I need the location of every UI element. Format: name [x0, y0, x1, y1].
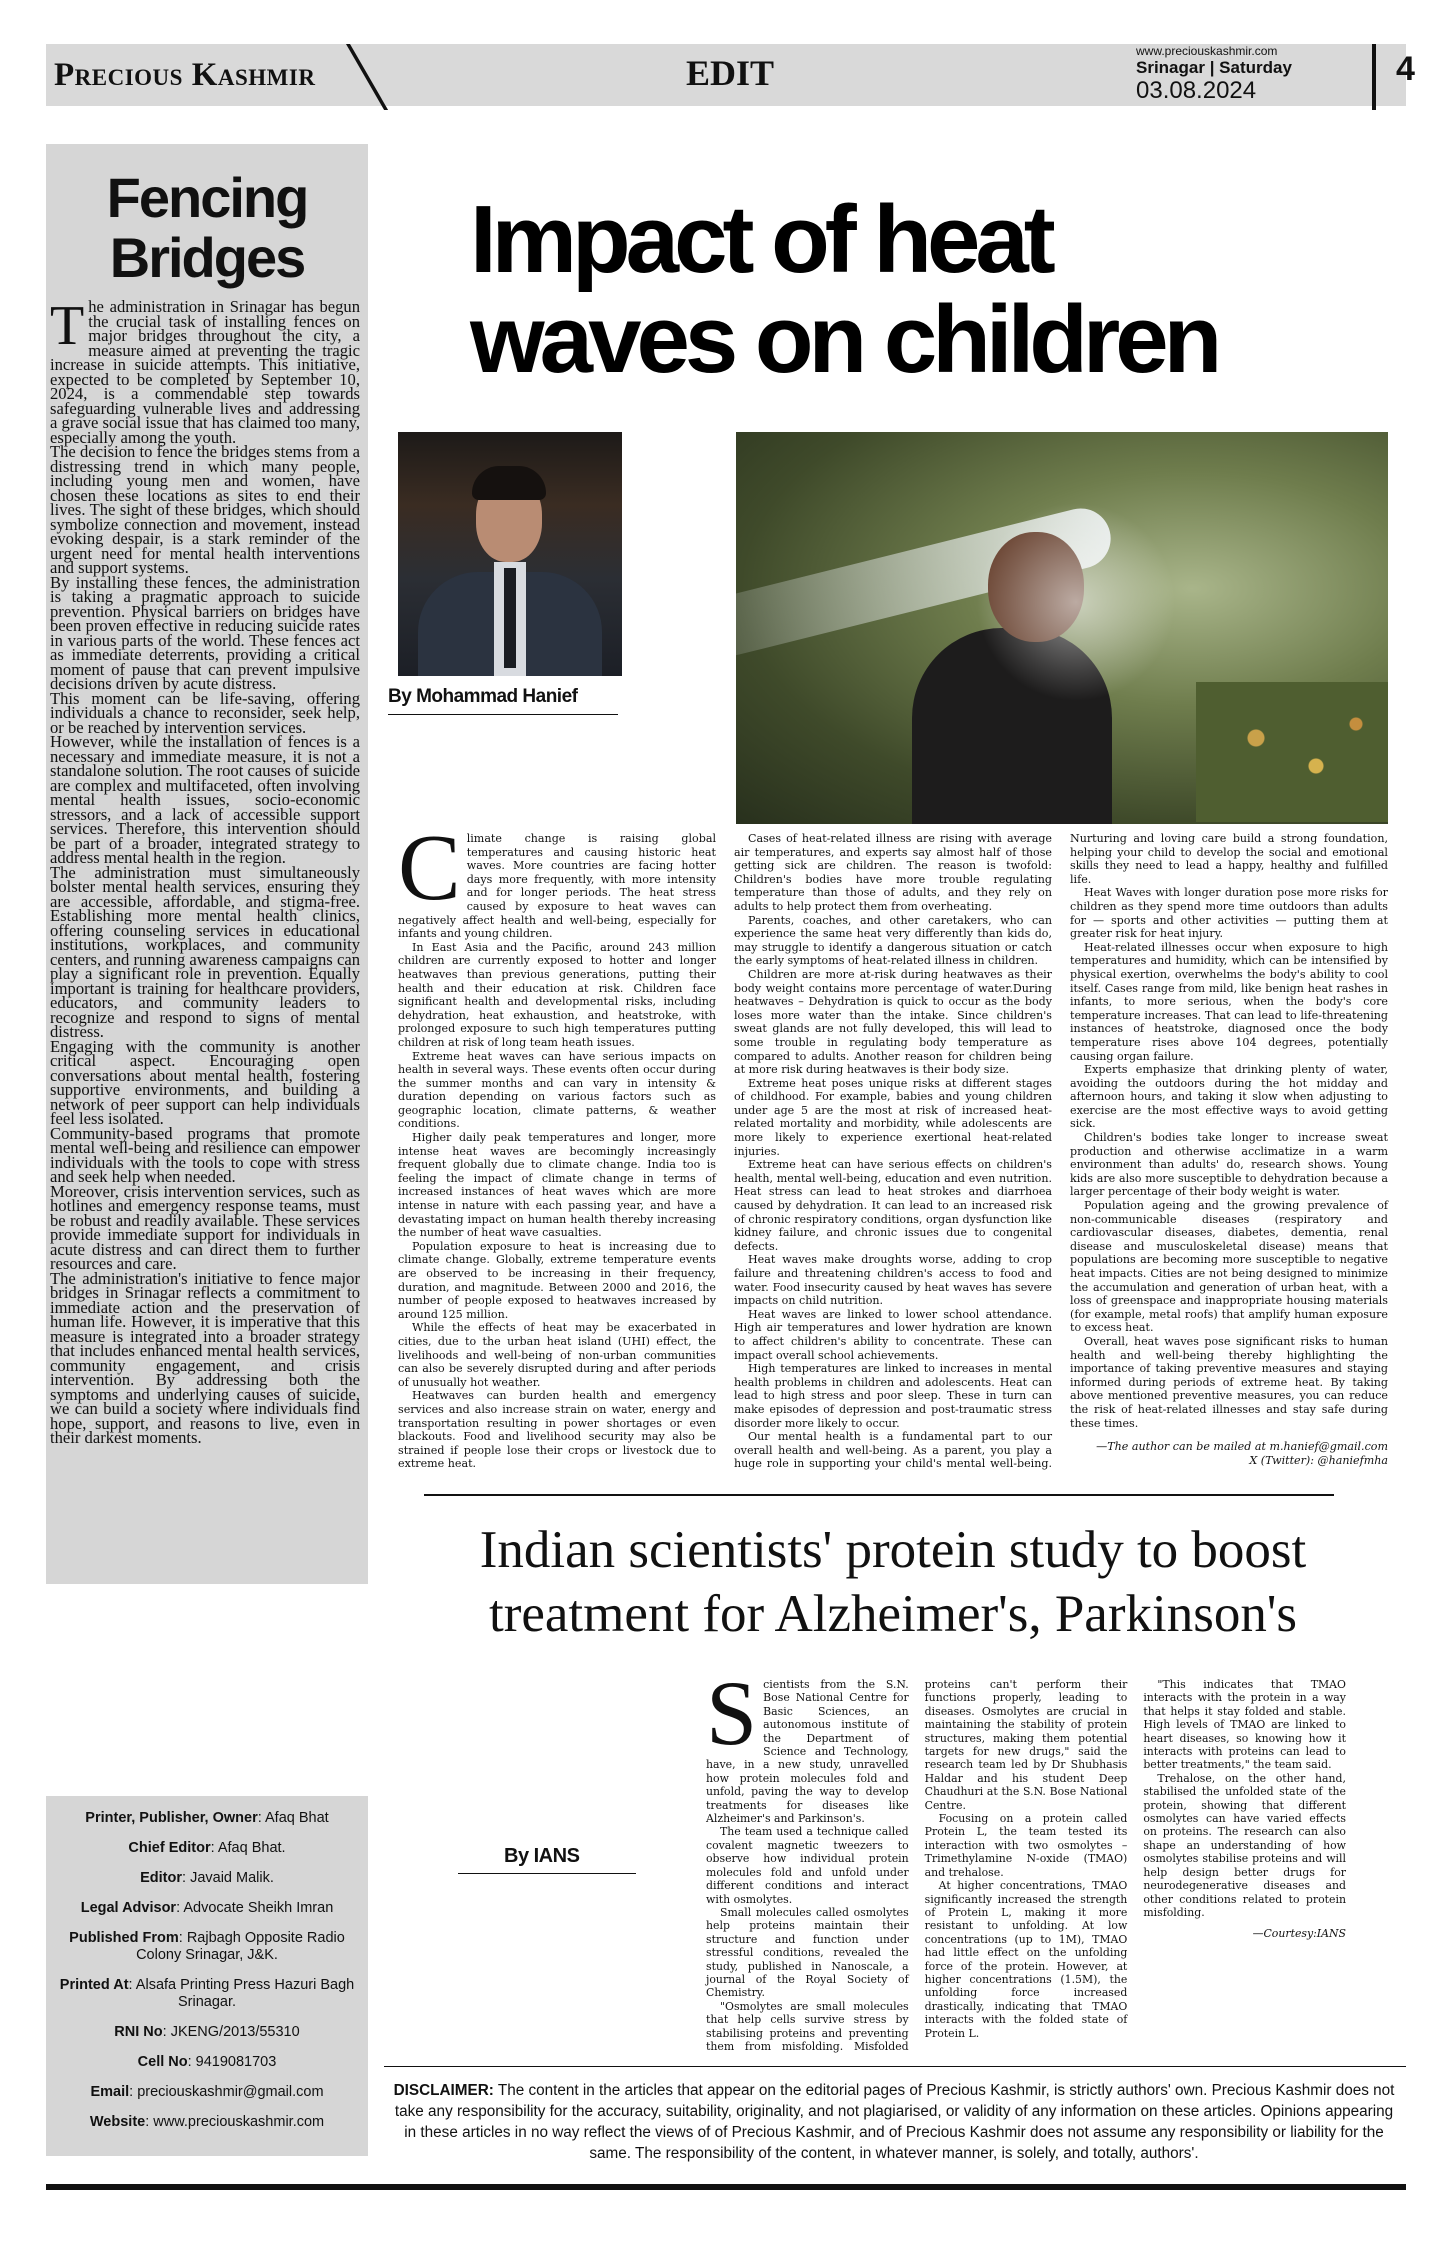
publication-meta — [1136, 44, 1292, 104]
paragraph: Heat waves make droughts worse, adding to crop failure and threatening children's access to food and water. Food insecurity caused by heat waves has severe impacts on child nutrition. — [734, 1253, 1052, 1308]
article-dropcap: C — [398, 816, 461, 920]
imprint-value: www.preciouskashmir.com — [153, 2114, 325, 2130]
article-body — [398, 816, 1388, 1472]
imprint-value: Rajbagh Opposite Radio Colony Srinagar, J&K. — [136, 1930, 345, 1963]
paragraph: Extreme heat poses unique risks at different stages of childhood. For example, babies and young children under age 5 are the most at risk of increased heat-related mortality and morbidity, while adolescents are more likely to experience exertional heat-related injuries. — [734, 1076, 1052, 1158]
paragraph: The administration must simultaneously bolster mental health services, ensuring they are accessible, affordable, and stigma-free. Establishing more mental health clinics, offering counseling services in educational institutions, workplaces, and community centers, and running awareness campaigns can play a significant role in prevention. Equally important is training for healthcare providers, educators, and community leaders to recognize and respond to signs of mental distress. — [50, 862, 360, 1041]
imprint-label: Printer, Publisher, Owner — [85, 1810, 258, 1826]
disclaimer-text: The content in the articles that appear on the editorial pages of Precious Kashmir, is strictly authors' own. Precious Kashmir does not take any responsibility for the accuracy, suitability, originality, and not plagiarised, or validity of any information on these articles. Opinions appearing in these articles in no way reflect the views of of Precious Kashmir, and of Precious Kashmir does not assume any responsibility or liability for the same. The responsibility of the content, in whatever manner, is solely, and totally, authors'. — [394, 2082, 1395, 2162]
paragraph: Moreover, crisis intervention services, such as hotlines and emergency response teams, must be robust and readily available. These services provide immediate support for individuals in acute distress and can direct them to further resources and care. — [50, 1181, 360, 1273]
site-url: www.preciouskashmir.com — [1136, 44, 1278, 58]
editorial-sidebar — [46, 144, 368, 1584]
author-photo — [398, 432, 622, 676]
paragraph: Small molecules called osmolytes help proteins maintain their structure and function under stressful conditions, revealed the study, published in Nanoscale, a journal of the Royal Society of Chemistry. — [706, 1905, 909, 2000]
headline-line2: waves on children — [470, 286, 1218, 393]
imprint-row: Printed At: Alsafa Printing Press Hazuri Bagh Srinagar. — [59, 1977, 355, 2010]
imprint-value: 9419081703 — [195, 2054, 277, 2070]
paragraph: Higher daily peak temperatures and longer, more intense heat waves are becomingly increasingly frequent globally due to climate change. India too is feeling the impact of climate change in terms of increased instances of heat waves which are more intense in nature with each passing year, and have a devastating impact on human health thereby increasing the number of heat wave casualties. — [398, 1131, 716, 1240]
imprint-label: Printed At — [59, 1977, 129, 1993]
editorial-body — [50, 295, 360, 1447]
masthead-divider — [346, 44, 388, 110]
paragraph: High temperatures are linked to increases in mental health problems in children and adolescents. Heat can lead to high stress and poor sleep. These in turn can make episodes of depression and post-traumatic stress disorder more likely to occur. — [734, 1362, 1052, 1430]
paragraph: Parents, coaches, and other caretakers, who can experience the same heat very differently than kids do, may struggle to identify a dangerous situation or catch the early symptoms of heat-related illness in children. — [734, 913, 1052, 968]
paragraph: This moment can be life-saving, offering individuals a chance to reconsider, seek help, or be reached by intervention services. — [50, 688, 360, 737]
paragraph: Heat waves are linked to lower school attendance. High air temperatures and lower hydration are known to affect children's ability to concentrate. These can impact overall school achievements. — [734, 1307, 1052, 1362]
imprint-label: Editor — [140, 1870, 182, 1886]
editorial-title-line2: Bridges — [109, 226, 305, 289]
second-byline-rule — [458, 1873, 636, 1874]
imprint-value: Alsafa Printing Press Hazuri Bagh Srinagar. — [135, 1977, 355, 2010]
paragraph: Children are more at-risk during heatwaves as their body weight contains more percentage of water.During heatwaves – Dehydration is quick to occur as the body loses more water than the intake. Since children's sweat glands are not fully developed, this will lead to some trouble in regulating body temperature as compared to adults. Another reason for children being at more risk during heatwaves is their body size. — [734, 967, 1052, 1077]
imprint-value: Advocate Sheikh Imran — [183, 1900, 334, 1916]
paragraph: "Osmolytes are small molecules that help cells survive stress by stabilising proteins and preventing them from misfolding. Misfolded proteins can't perform their functions properly, leading to diseases. Osmolytes are crucial in maintaining the stability of protein structures, making them potential targets for new drugs," said the research team led by Dr Shubhasis Haldar and his student Deep Chaudhuri at the S.N. Bose National Centre. — [706, 1678, 1128, 2053]
imprint-row: Website: www.preciouskashmir.com — [89, 2114, 325, 2130]
imprint-label: Cell No — [137, 2054, 188, 2070]
second-article-body — [706, 1662, 1346, 2058]
paragraph: Overall, heat waves pose significant risks to human health and well-being thereby highlighting the importance of taking preventive measures and staying informed during periods of extreme heat. By taking above mentioned preventive measures, you can reduce the risk of heat-related illnesses and stay safe during these times. — [1070, 1334, 1388, 1430]
headline-line1: Impact of heat — [470, 186, 1051, 293]
paragraph: Population exposure to heat is increasing due to climate change. Globally, extreme temperature events are observed to be increasing in their frequency, duration, and magnitude. Between 2000 and 2016, the number of people exposed to heatwaves increased by around 125 million. — [398, 1239, 716, 1321]
issue-date: 03.08.2024 — [1136, 77, 1257, 104]
paragraph: Community-based programs that promote mental well-being and resilience can empower individuals with the tools to cope with stress and seek help when needed. — [50, 1123, 360, 1186]
second-headline-line1: Indian scientists' protein study to boost — [479, 1521, 1307, 1579]
imprint-row: Cell No: 9419081703 — [137, 2054, 277, 2070]
courtesy-note: —Courtesy:IANS — [1252, 1927, 1346, 1941]
article-headline — [470, 186, 1370, 393]
paragraph: Engaging with the community is another critical aspect. Encouraging open conversations about mental health, fostering supportive environments, and building a network of peer support can help individuals feel less isolated. — [50, 1036, 360, 1128]
author-signoff — [1070, 1440, 1388, 1467]
imprint-box — [46, 1796, 368, 2156]
paragraph: The team used a technique called covalent magnetic tweezers to observe how individual protein molecules fold and unfold under different conditions and interact with osmolytes. — [706, 1825, 909, 1906]
paragraph: Heat-related illnesses occur when exposure to high temperatures and humidity, which can be intensified by physical exertion, overwhelms the body's ability to cool itself. Cases range from mild, like benign heat rashes in infants, to more serious, when the body's core temperature increases. That can lead to life-threatening instances of heatstroke, diagnosed once the body temperature rises above 104 degrees, potentially causing organ failure. — [1070, 940, 1388, 1063]
paragraph: By installing these fences, the administration is taking a pragmatic approach to suicide prevention. Physical barriers on bridges have been proven effective in reducing suicide rates in various parts of the world. These fences act as immediate deterrents, providing a critical moment of pause that can prevent impulsive decisions driven by acute distress. — [50, 572, 360, 693]
disclaimer — [392, 2080, 1396, 2164]
paragraph: Heat Waves with longer duration pose more risks for children as they spend more time outdoors than adults for — sports and other activities — putting them at greater risk for heat injury. — [1070, 886, 1388, 941]
page-number-divider — [1372, 44, 1376, 110]
imprint-value: preciouskashmir@gmail.com — [137, 2084, 324, 2100]
second-headline-line2: treatment for Alzheimer's, Parkinson's — [488, 1585, 1298, 1643]
section-divider — [424, 1494, 1334, 1496]
imprint-label: Email — [90, 2084, 130, 2100]
editorial-title — [46, 168, 368, 288]
imprint-row: Printer, Publisher, Owner: Afaq Bhat — [85, 1810, 329, 1826]
article-photo — [736, 432, 1388, 824]
paragraph: At higher concentrations, TMAO significantly increased the strength of Protein L, making it more resistant to unfolding. At low concentrations (up to 1M), TMAO had little effect on the unfolding force of the protein. However, at higher concentrations (1.5M), the unfolding force increased drastically, indicating that TMAO interacts with the folded state of Protein L. — [924, 1879, 1128, 2040]
paragraph: Extreme heat can have serious effects on children's health, mental well-being, education and even nutrition. Heat stress can lead to heat strokes and diarrhoea caused by dehydration. It can lead to an increased risk of chronic respiratory conditions, organ dysfunction like kidney failure, and chronic issues due to congenital defects. — [734, 1158, 1052, 1253]
paragraph: The administration's initiative to fence major bridges in Srinagar reflects a commitment to immediate action and the preservation of human life. However, it is imperative that this measure is integrated into a broader strategy that includes enhanced mental health services, community engagement, and crisis intervention. By addressing both the symptoms and underlying causes of suicide, we can build a society where individuals find hope, support, and reasons to live, even in their darkest moments. — [50, 1268, 360, 1447]
paragraph: Focusing on a protein called Protein L, the team tested its interaction with two osmolytes – Trimethylamine N-oxide (TMAO) and trehalose. — [924, 1812, 1128, 1879]
imprint-row: Editor: Javaid Malik. — [140, 1870, 274, 1886]
disclaimer-label: DISCLAIMER: — [393, 2082, 494, 2099]
editorial-title-line1: Fencing — [106, 166, 308, 229]
second-article-byline: By IANS — [504, 1845, 580, 1867]
imprint-value: Javaid Malik. — [190, 1870, 274, 1886]
second-article-headline — [398, 1518, 1388, 1646]
paragraph: Trehalose, on the other hand, stabilised the unfolded state of the protein, showing that different osmolytes can have varied effects on proteins. The research can also shape an understanding of how osmolytes stabilise proteins and will help design better drugs for neurodegenerative diseases and other conditions related to protein misfolding. — [1143, 1771, 1346, 1919]
article-byline: By Mohammad Hanief — [388, 686, 578, 707]
paragraph: Extreme heat waves can have serious impacts on health in several ways. These events often occur during the summer months and can vary in intensity & duration depending on various factors such as geographic location, climate patterns, & weather conditions. — [398, 1049, 716, 1131]
paragraph: Heatwaves can burden health and emergency services and also increase strain on water, energy and transportation resulting in power shortages or even blackouts. Food and livelihood security may also be strained if people lose their crops or livestock due to extreme heat. — [398, 1389, 716, 1471]
author-email-line: —The author can be mailed at m.hanief@gmail.com — [1096, 1440, 1388, 1454]
imprint-value: Afaq Bhat — [265, 1810, 329, 1826]
imprint-row: Chief Editor: Afaq Bhat. — [128, 1840, 286, 1856]
city-day: Srinagar | Saturday — [1136, 58, 1292, 77]
imprint-label: Published From — [69, 1930, 179, 1946]
paragraph: The decision to fence the bridges stems from a distressing trend in which many people, including young men and women, have chosen these locations as sites to end their lives. The sight of these bridges, which should symbolize connection and movement, instead evoking despair, is a stark reminder of the urgent need for mental health interventions and support systems. — [50, 442, 360, 577]
byline-rule — [388, 714, 618, 715]
paragraph: In East Asia and the Pacific, around 243 million children are currently exposed to hotter and longer heatwaves than previous generations, putting their health and their education at risk. Children face significant health and developmental risks, including dehydration, heat exhaustion, and heatstroke, with prolonged exposure to such high temperatures putting children at risk of long team heath issues. — [398, 940, 716, 1049]
imprint-label: Legal Advisor — [80, 1900, 177, 1916]
imprint-row: RNI No: JKENG/2013/55310 — [114, 2024, 300, 2040]
paragraph: While the effects of heat may be exacerbated in cities, due to the urban heat island (UHI) effect, the livelihoods and well-being of non-urban communities can also be severely disrupted during and after periods of unusually hot weather. — [398, 1321, 716, 1389]
imprint-row: Published From: Rajbagh Opposite Radio Colony Srinagar, J&K. — [69, 1930, 345, 1963]
editorial-dropcap: T — [50, 295, 85, 357]
second-article-dropcap: S — [706, 1662, 758, 1764]
paragraph: Scientists from the S.N. Bose National Centre for Basic Sciences, an autonomous institute of the Department of Science and Technology, have, in a new study, unravelled how protein molecules fold and unfold, paving the way to develop treatments for diseases like Alzheimer's and Parkinson's. — [706, 1662, 909, 1826]
paragraph: Children's bodies take longer to increase sweat production and otherwise acclimatize in a warm environment than adults' do, research shows. Young kids are also more susceptible to dehydration because a larger percentage of their body weight is water. — [1070, 1131, 1388, 1199]
section-name: EDIT — [686, 53, 775, 93]
author-twitter-line: X (Twitter): @haniefmha — [1249, 1453, 1388, 1467]
imprint-row: Legal Advisor: Advocate Sheikh Imran — [80, 1900, 334, 1916]
paragraph: he administration in Srinagar has begun the crucial task of installing fences on major bridges throughout the city, a measure aimed at preventing the tragic increase in suicide attempts. This initiative, expected to be completed by September 10, 2024, is a commendable step towards safeguarding vulnerable lives and addressing a grave social issue that has claimed too many, especially among the youth. — [50, 297, 360, 447]
paragraph: Experts emphasize that drinking plenty of water, avoiding the outdoors during the hot midday and afternoon hours, and taking it slow when adjusting to exercise are the most effective ways to avoid getting sick. — [1070, 1063, 1388, 1131]
imprint-value: JKENG/2013/55310 — [170, 2024, 300, 2040]
imprint-label: Website — [89, 2114, 146, 2130]
paragraph: "This indicates that TMAO interacts with the protein in a way that helps it stay folded and stable. High levels of TMAO are linked to heart diseases, so knowing how it interacts with proteins can lead to better treatments," the team said. — [1143, 1678, 1346, 1772]
disclaimer-rule — [384, 2066, 1406, 2067]
paragraph: Population ageing and the growing prevalence of non-communicable diseases (respiratory and cardiovascular diseases, diabetes, dementia, renal disease and musculoskeletal disease) means that populations are becoming more susceptible to negative heat impacts. Cities are not being designed to minimize the accumulation and generation of urban heat, with a loss of greenspace and inappropriate housing materials (for example, metal roofs) that amplify human exposure to excess heat. — [1070, 1199, 1388, 1335]
imprint-row: Email: preciouskashmir@gmail.com — [90, 2084, 324, 2100]
imprint-label: Chief Editor — [128, 1840, 211, 1856]
page-number: 4 — [1396, 50, 1415, 88]
masthead — [46, 44, 1415, 106]
paragraph: Cases of heat-related illness are rising with average air temperatures, and experts say almost half of those getting sick are children. The reason is twofold: Children's bodies have more trouble regulating temperature than those of adults, and they rely on adults to help protect them from overheating. — [734, 832, 1052, 913]
brand-name: Precious Kashmir — [46, 44, 346, 106]
imprint-value: Afaq Bhat. — [217, 1840, 286, 1856]
page-bottom-rule — [46, 2184, 1406, 2190]
paragraph: Climate change is raising global temperatures and causing historic heat waves. More countries are facing hotter days more frequently, with more intensity and for longer periods. The heat stress caused by exposure to heat waves can negatively affect health and well-being, especially for infants and young children. — [398, 816, 716, 941]
paragraph: However, while the installation of fences is a necessary and immediate measure, it is not a standalone solution. The root causes of suicide are complex and multifaceted, often involving mental health issues, socio-economic stressors, and a lack of accessible support services. Therefore, this intervention should be part of a broader, integrated strategy to address mental health in the region. — [50, 732, 360, 867]
imprint-label: RNI No — [114, 2024, 163, 2040]
paragraph: Our mental health is a fundamental part to our overall health and well-being. As a parent, you play a huge role in supporting your child's mental well-being. Nurturing and loving care build a strong foundation, helping your child to develop the social and emotional skills they need to lead a happy, healthy and fulfilled life. — [734, 832, 1388, 1471]
